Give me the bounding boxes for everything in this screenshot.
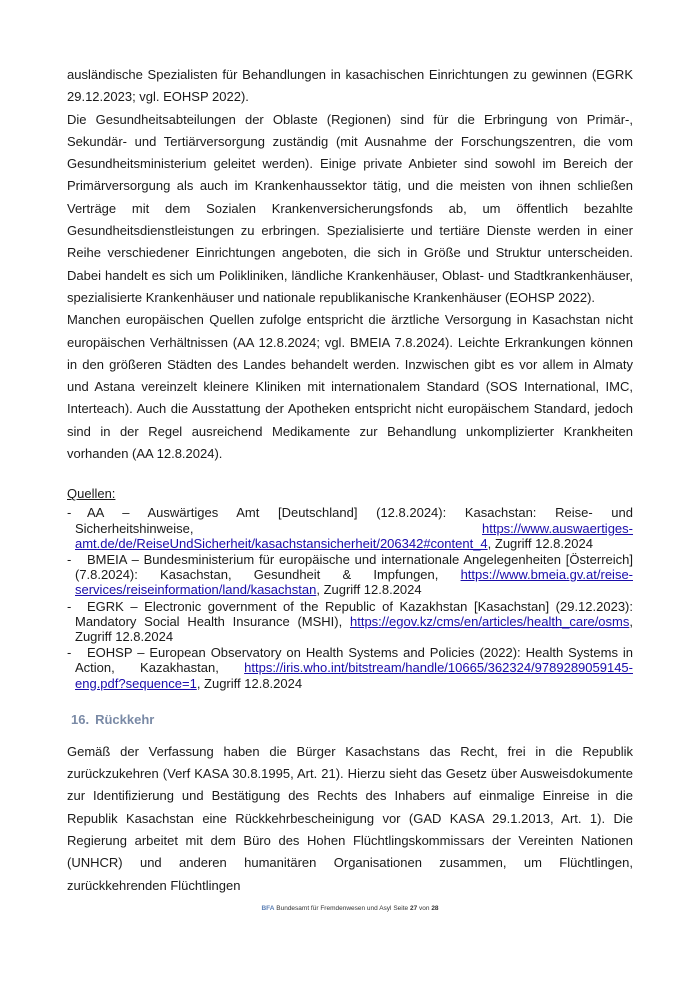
source-access: , Zugriff 12.8.2024 [487, 535, 593, 551]
section-heading [71, 711, 633, 729]
source-item: - BMEIA – Bundesministerium für europäische und internationale Angelegenheiten [Österreich] (7.8.2024): Kasachstan, Gesundheit & Impfungen, https://www.bmeia.gv.at/reise-services/reiseinformation/land/kasachstan, Zugriff 12.8.2024 [67, 551, 633, 598]
source-text: BMEIA – Bundesministerium für europäische und internationale Angelegenheiten [Österreich] (7.8.2024): Kasachstan, Gesundheit & Impfungen, [75, 551, 633, 583]
source-text: EGRK – Electronic government of the Republic of Kazakhstan [Kasachstan] (29.12.2023): Mandatory Social Health Insurance (MSHI), [75, 598, 633, 629]
sources-list [67, 505, 633, 690]
section-paragraph: Gemäß der Verfassung haben die Bürger Kasachstans das Recht, frei in die Republik zurückzukehren (Verf KASA 30.8.1995, Art. 21). Hierzu sieht das Gesetz über Ausweisdokumente zur Identifizierung und Bestätigung des Rechts des Inhabers auf einmalige Einreise in die Republik Kasachstan eine Rückkehrbescheinigung vor (GAD KASA 29.1.2013, Art. 1). Die Regierung arbeitet mit dem Büro des Hohen Flüchtlingskommissars der Vereinten Nationen (UNHCR) und anderen humanitären Organisationen zusammen, um Flüchtlingen, zurückkehrenden Flüchtlingen [67, 743, 633, 893]
document-body [67, 64, 633, 897]
footer-of-word: von [419, 905, 430, 912]
source-access: , Zugriff 12.8.2024 [75, 613, 633, 644]
sources-heading: Quellen: [67, 486, 116, 502]
source-link[interactable]: https://egov.kz/cms/en/articles/health_care/osms [349, 613, 630, 629]
paragraph-1: ausländische Spezialisten für Behandlungen in kasachischen Einrichtungen zu gewinnen (EGRK 29.12.2023; vgl. EOHSP 2022). [67, 67, 633, 105]
footer-brand: BFA [261, 905, 275, 912]
section-number: 16. [71, 711, 90, 727]
footer-total-pages: 28 [431, 905, 439, 912]
source-item: - AA – Auswärtiges Amt [Deutschland] (12.8.2024): Kasachstan: Reise- und Sicherheitshinweise, https://www.auswaertiges-amt.de/de/ReiseUndSicherheit/kasachstansicherheit/206342#content_4, Zugriff 12.8.2024 [67, 505, 633, 551]
source-link[interactable]: https://iris.who.int/bitstream/handle/10665/362324/9789289059145-eng.pdf?sequence=1 [75, 660, 633, 691]
source-text: AA – Auswärtiges Amt [Deutschland] (12.8.2024): Kasachstan: Reise- und Sicherheitshinweise, [75, 505, 633, 536]
source-access: , Zugriff 12.8.2024 [316, 582, 422, 598]
footer-org: Bundesamt für Fremdenwesen und Asyl [276, 905, 392, 912]
source-link[interactable]: https://www.bmeia.gv.at/reise-services/reiseinformation/land/kasachstan [75, 567, 633, 598]
paragraph-3: Manchen europäischen Quellen zufolge entspricht die ärztliche Versorgung in Kasachstan nicht europäischen Verhältnissen (AA 12.8.2024; vgl. BMEIA 7.8.2024). Leichte Erkrankungen können in den größeren Städten des Landes behandelt werden. Inzwischen gibt es vor allem in Almaty und Astana vereinzelt kleinere Kliniken mit internationalem Standard (SOS International, IMC, Interteach). Auch die Ausstattung der Apotheken entspricht nicht europäischem Standard, jedoch sind in der Regel ausreichend Medikamente zur Behandlung unkomplizierter Krankheiten vorhanden (AA 12.8.2024). [67, 312, 633, 462]
footer-page-number: 27 [409, 905, 418, 912]
source-item: - EGRK – Electronic government of the Republic of Kazakhstan [Kasachstan] (29.12.2023): Mandatory Social Health Insurance (MSHI), https://egov.kz/cms/en/articles/health_care/osms, Zugriff 12.8.2024 [67, 598, 633, 644]
section-title: Rückkehr [95, 711, 155, 727]
source-text: EOHSP – European Observatory on Health Systems and Policies (2022): Health Systems in Action, Kazakhastan, [75, 645, 633, 676]
source-access: , Zugriff 12.8.2024 [196, 675, 303, 691]
paragraph-2: Die Gesundheitsabteilungen der Oblaste (Regionen) sind für die Erbringung von Primär-, Sekundär- und Tertiärversorgung zuständig (mit Ausnahme der Forschungszentren, die vom Gesundheitsministerium geleitet werden). Einige private Anbieter sind sowohl im Bereich der Primärversorgung als auch im Krankenhaussektor tätig, und die meisten von ihnen schließen Verträge mit dem Sozialen Krankenversicherungsfonds ab, um öffentlich bezahlte Gesundheitsdienstleistungen zu erbringen. Spezialisierte und tertiäre Dienste werden in einer Reihe verschiedener Einrichtungen angeboten, die sich in Größe und Struktur unterscheiden. Dabei handelt es sich um Polikliniken, ländliche Krankenhäuser, Oblast- und Stadtkrankenhäuser, spezialisierte Krankenhäuser und nationale republikanische Krankenhäuser (EOHSP 2022). [67, 111, 633, 305]
source-link[interactable]: https://www.auswaertiges-amt.de/de/ReiseUndSicherheit/kasachstansicherheit/206342#content_4 [75, 520, 633, 551]
source-item: - EOHSP – European Observatory on Health Systems and Policies (2022): Health Systems in Action, Kazakhastan, https://iris.who.int/bitstream/handle/10665/362324/9789289059145-eng.pdf?sequence=1, Zugriff 12.8.2024 [67, 645, 633, 691]
footer-page-word: Seite [393, 905, 409, 912]
page-footer [0, 905, 700, 912]
